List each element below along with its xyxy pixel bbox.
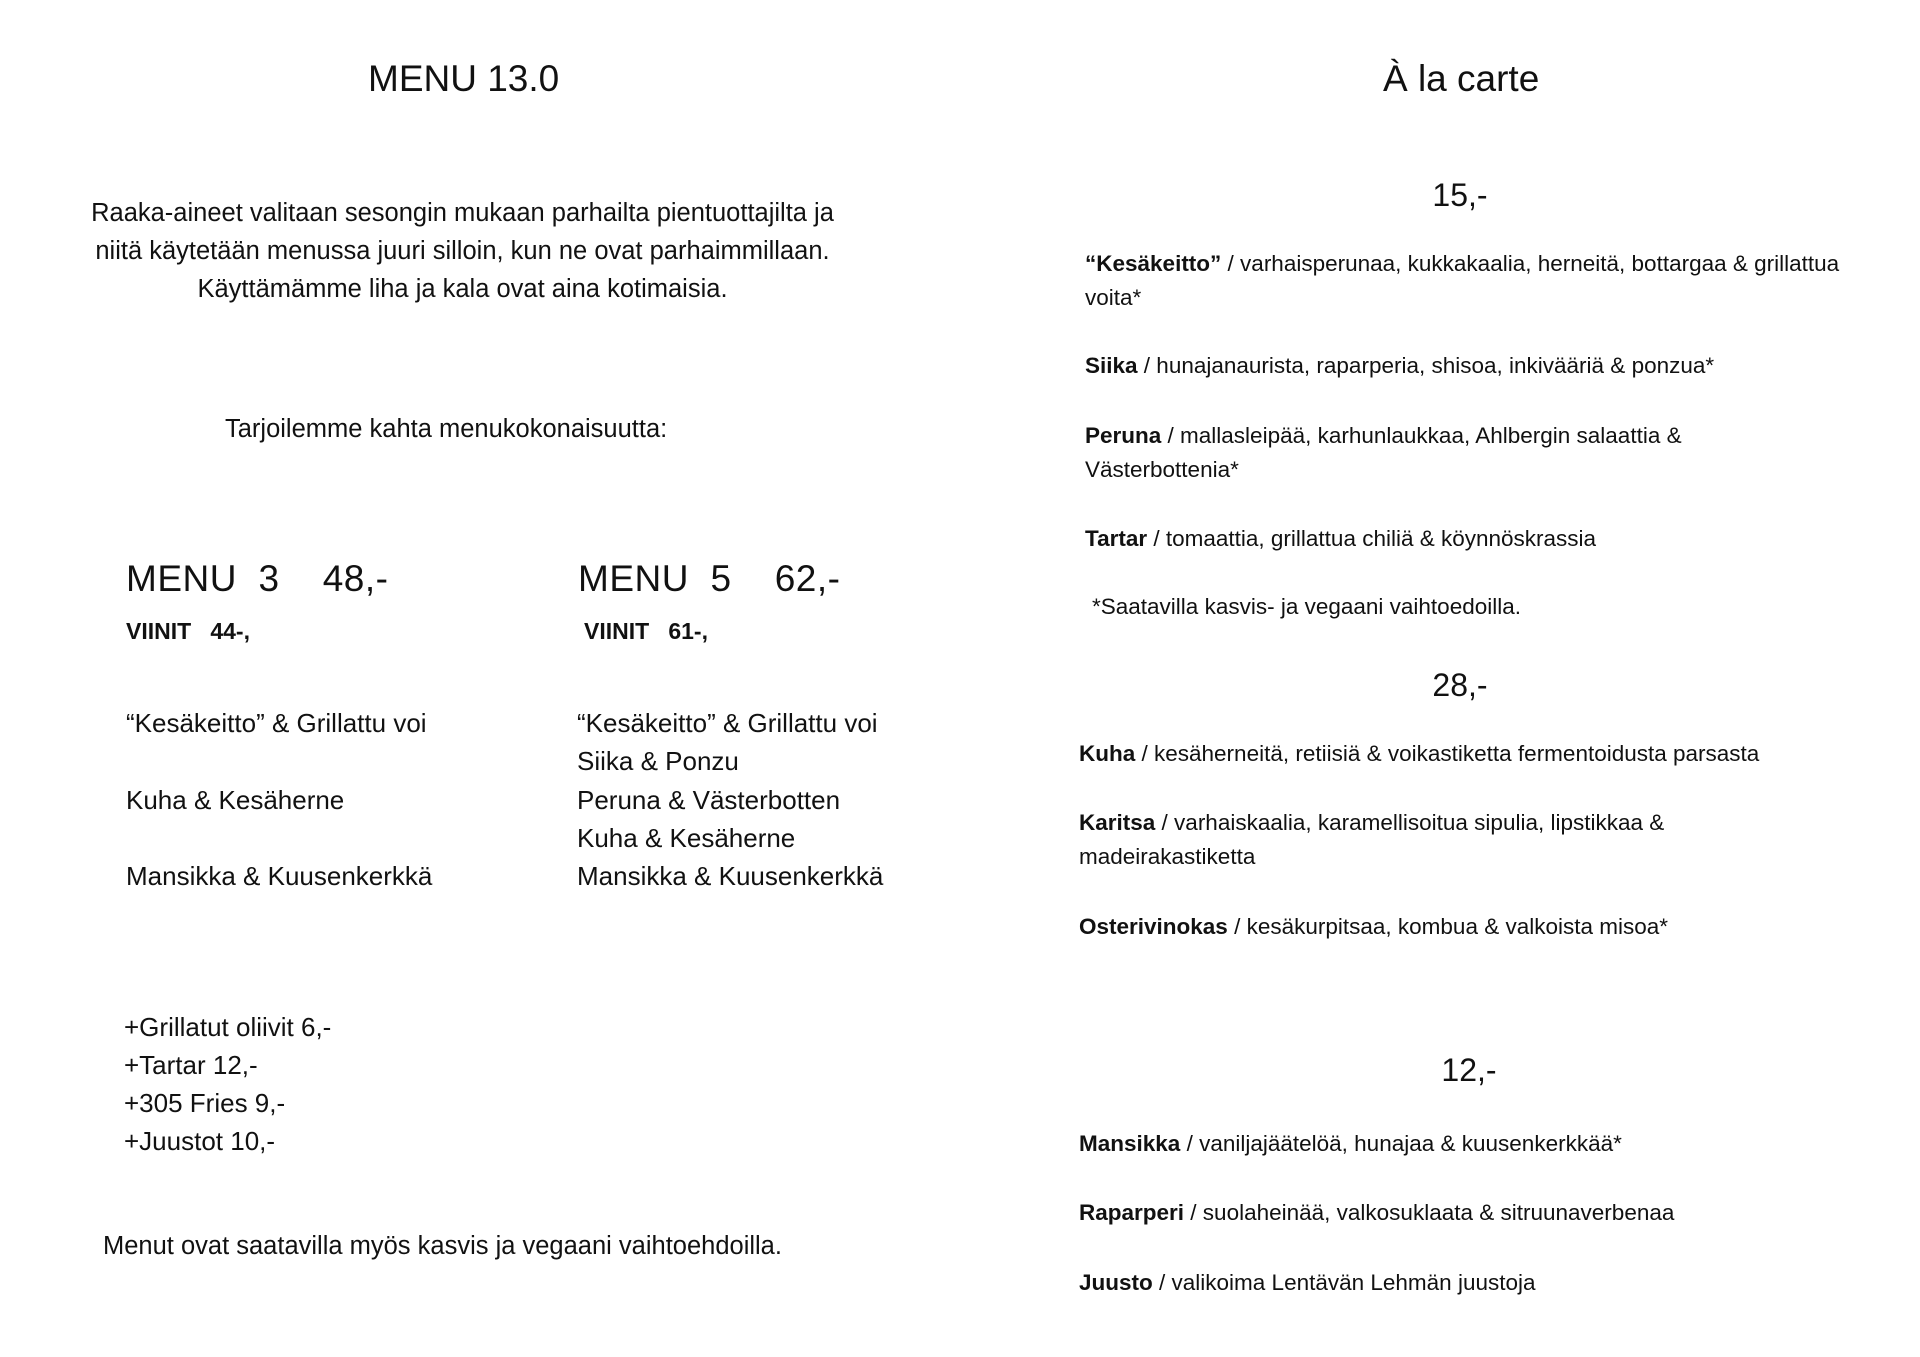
dish-item <box>1079 806 1779 874</box>
dish-name: Raparperi <box>1079 1200 1185 1225</box>
menu-subtitle: Tarjoilemme kahta menukokonaisuutta: <box>225 415 668 443</box>
dish-item <box>1085 247 1845 315</box>
intro-line: niitä käytetään menussa juuri silloin, kun ne ovat parhaimmillaan. <box>95 237 830 265</box>
dish-item <box>1079 1127 1879 1161</box>
section-price: 15,- <box>1432 177 1488 213</box>
dish-name: Kuha <box>1079 741 1136 766</box>
dish-description: / vaniljajäätelöä, hunajaa & kuusenkerkkää* <box>1180 1131 1622 1156</box>
dish-item <box>1085 419 1775 487</box>
vegan-note: *Saatavilla kasvis- ja vegaani vaihtoedoilla. <box>1092 594 1521 619</box>
dish-item <box>1079 737 1879 771</box>
dish-description: / varhaisperunaa, kukkakaalia, herneitä, bottargaa & grillattua voita* <box>1085 251 1840 310</box>
dish-name: Mansikka <box>1079 1131 1181 1156</box>
dish-description: / valikoima Lentävän Lehmän juustoja <box>1152 1270 1536 1295</box>
dish-description: / kesäherneitä, retiisiä & voikastiketta fermentoidusta parsasta <box>1135 741 1760 766</box>
alacarte-title: À la carte <box>1383 58 1540 99</box>
menu3-wines: VIINIT 44-, <box>126 618 250 644</box>
menu-title: MENU 13.0 <box>368 58 560 99</box>
extra-item: +305 Fries 9,- <box>124 1088 286 1118</box>
menu5-course: Peruna & Västerbotten <box>577 785 841 815</box>
dish-description: / hunajanaurista, raparperia, shisoa, inkivääriä & ponzua* <box>1137 353 1715 378</box>
dish-item <box>1085 349 1845 383</box>
menu5-title: MENU 5 62,- <box>578 558 841 599</box>
menu3-course: Mansikka & Kuusenkerkkä <box>126 861 433 891</box>
intro-line: Käyttämämme liha ja kala ovat aina kotimaisia. <box>197 275 728 303</box>
menu3-course: “Kesäkeitto” & Grillattu voi <box>126 708 427 738</box>
dish-item <box>1085 522 1845 556</box>
menu5-course: Mansikka & Kuusenkerkkä <box>577 861 884 891</box>
extra-item: +Juustot 10,- <box>124 1126 276 1156</box>
menu5-course: Siika & Ponzu <box>577 746 739 776</box>
dish-description: / tomaattia, grillattua chiliä & köynnöskrassia <box>1147 526 1597 551</box>
menu3-course: Kuha & Kesäherne <box>126 785 345 815</box>
dish-description: / varhaiskaalia, karamellisoitua sipulia, lipstikkaa & madeirakastiketta <box>1079 810 1665 869</box>
section-price: 28,- <box>1432 667 1488 703</box>
dish-item <box>1079 910 1879 944</box>
dish-name: Tartar <box>1085 526 1148 551</box>
menu5-wines: VIINIT 61-, <box>584 618 708 644</box>
extra-item: +Tartar 12,- <box>124 1050 258 1080</box>
menu-footer: Menut ovat saatavilla myös kasvis ja vegaani vaihtoehdoilla. <box>103 1232 782 1260</box>
dish-name: Osterivinokas <box>1079 914 1228 939</box>
dish-name: “Kesäkeitto” <box>1085 251 1222 276</box>
dish-description: / suolaheinää, valkosuklaata & sitruunaverbenaa <box>1184 1200 1675 1225</box>
menu3-title: MENU 3 48,- <box>126 558 389 599</box>
dish-description: / kesäkurpitsaa, kombua & valkoista misoa* <box>1227 914 1669 939</box>
intro-line: Raaka-aineet valitaan sesongin mukaan parhailta pientuottajilta ja <box>91 199 834 227</box>
menu5-course: Kuha & Kesäherne <box>577 823 796 853</box>
section-price: 12,- <box>1441 1052 1497 1088</box>
dish-item <box>1079 1266 1879 1300</box>
dish-name: Juusto <box>1079 1270 1153 1295</box>
dish-name: Siika <box>1085 353 1138 378</box>
intro-text <box>0 194 925 308</box>
dish-name: Karitsa <box>1079 810 1156 835</box>
dish-description: / mallasleipää, karhunlaukkaa, Ahlbergin salaattia & Västerbottenia* <box>1085 423 1682 482</box>
dish-item <box>1079 1196 1879 1230</box>
extra-item: +Grillatut oliivit 6,- <box>124 1012 332 1042</box>
dish-name: Peruna <box>1085 423 1162 448</box>
menu5-course: “Kesäkeitto” & Grillattu voi <box>577 708 878 738</box>
